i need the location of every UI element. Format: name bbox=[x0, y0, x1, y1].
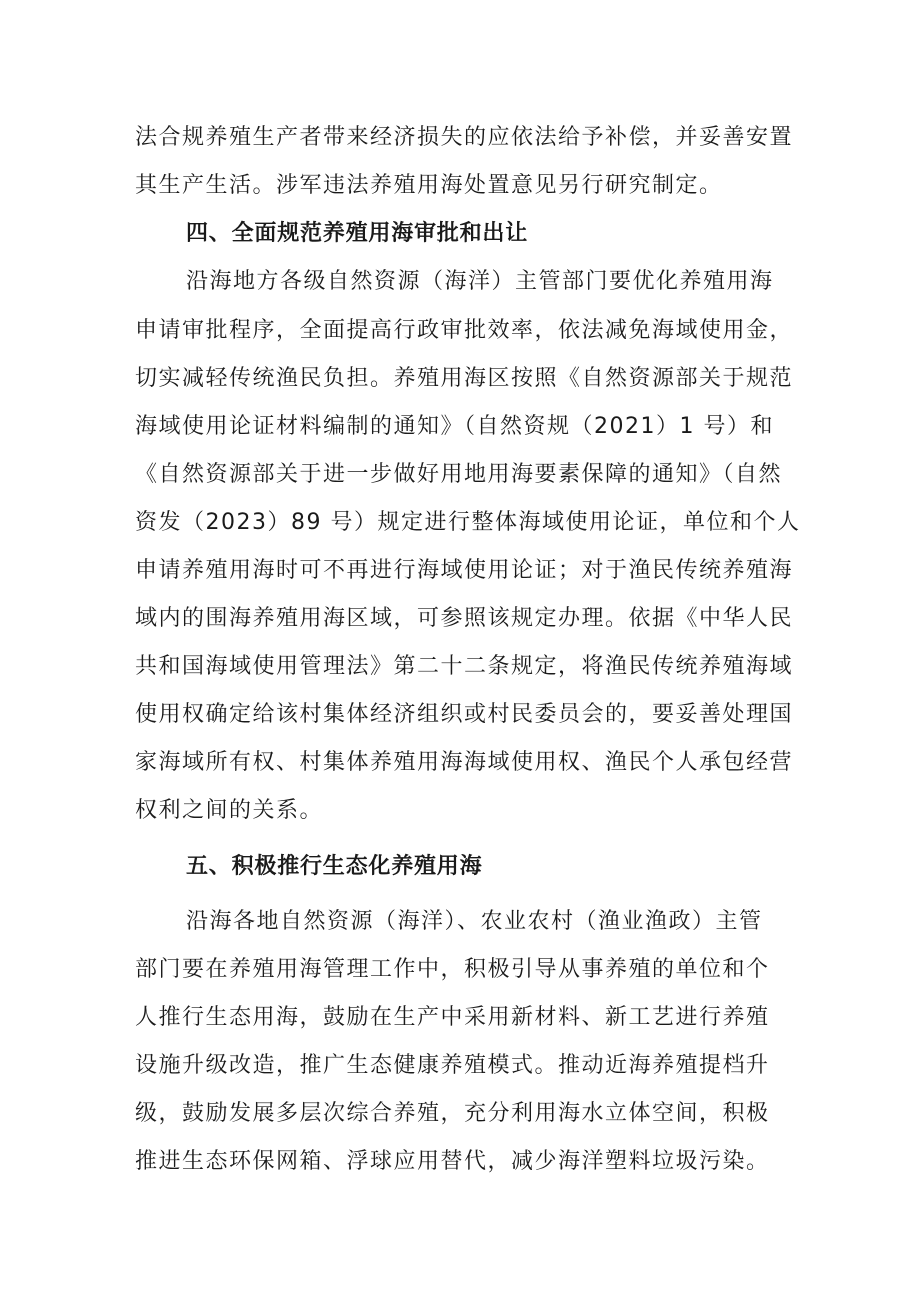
paragraph-line: 权利之间的关系。 bbox=[135, 798, 324, 823]
paragraph-line: 设施升级改造，推广生态健康养殖模式。推动近海养殖提档升 bbox=[135, 1053, 770, 1078]
paragraph-line: 部门要在养殖用海管理工作中，积极引导从事养殖的单位和个 bbox=[135, 957, 770, 982]
paragraph-line: 申请审批程序，全面提高行政审批效率，依法减免海域使用金， bbox=[135, 318, 794, 343]
paragraph-line: 级，鼓励发展多层次综合养殖，充分利用海水立体空间，积极 bbox=[135, 1101, 770, 1126]
paragraph-line: 沿海各地自然资源（海洋）、农业农村（渔业渔政）主管 bbox=[186, 909, 763, 934]
paragraph-line: 申请养殖用海时可不再进行海域使用论证；对于渔民传统养殖海 bbox=[135, 558, 794, 583]
paragraph-line: 家海域所有权、村集体养殖用海海域使用权、渔民个人承包经营 bbox=[135, 750, 794, 775]
paragraph-line: 其生产生活。涉军违法养殖用海处置意见另行研究制定。 bbox=[135, 173, 723, 198]
paragraph-line: 海域使用论证材料编制的通知》（自然资规（2021）1 号）和 bbox=[135, 414, 774, 439]
paragraph-line: 《自然资源部关于进一步做好用地用海要素保障的通知》（自然 bbox=[135, 462, 783, 487]
paragraph-line: 共和国海域使用管理法》第二十二条规定，将渔民传统养殖海域 bbox=[135, 654, 794, 679]
paragraph-line: 资发（2023）89 号）规定进行整体海域使用论证，单位和个人 bbox=[135, 510, 801, 535]
paragraph-line: 域内的围海养殖用海区域，可参照该规定办理。依据《中华人民 bbox=[135, 606, 794, 631]
section-heading: 四、全面规范养殖用海审批和出让 bbox=[186, 221, 529, 246]
paragraph-line: 人推行生态用海，鼓励在生产中采用新材料、新工艺进行养殖 bbox=[135, 1005, 770, 1030]
paragraph-line: 法合规养殖生产者带来经济损失的应依法给予补偿，并妥善安置 bbox=[135, 125, 794, 150]
paragraph-line: 切实减轻传统渔民负担。养殖用海区按照《自然资源部关于规范 bbox=[135, 366, 794, 391]
paragraph-line: 沿海地方各级自然资源（海洋）主管部门要优化养殖用海 bbox=[186, 269, 774, 294]
section-heading: 五、积极推行生态化养殖用海 bbox=[186, 854, 483, 879]
paragraph-line: 使用权确定给该村集体经济组织或村民委员会的，要妥善处理国 bbox=[135, 702, 794, 727]
paragraph-line: 推进生态环保网箱、浮球应用替代，减少海洋塑料垃圾污染。 bbox=[135, 1149, 770, 1174]
